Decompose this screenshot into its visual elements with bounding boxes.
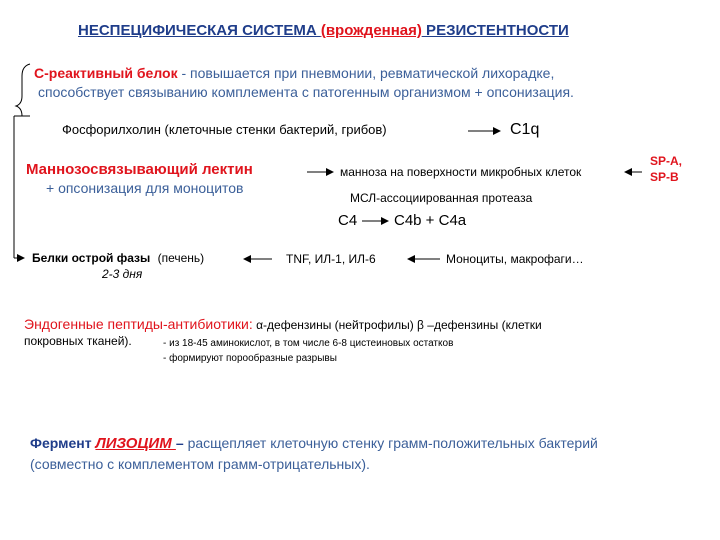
peptides-desc-1: α-дефензины (нейтрофилы) β –дефензины (клетки bbox=[252, 318, 542, 332]
peptides-line-1 bbox=[24, 316, 542, 332]
mannose-text: манноза на поверхности микробных клеток bbox=[340, 165, 582, 179]
peptides-title: Эндогенные пептиды-антибиотики: bbox=[24, 316, 253, 332]
c4-label: C4 bbox=[338, 212, 358, 229]
lysozyme-dash: – bbox=[175, 435, 188, 451]
crp-name: С-реактивный белок bbox=[34, 65, 178, 81]
lysozyme-line-1 bbox=[30, 435, 598, 452]
acute-name: Белки острой фазы bbox=[32, 251, 151, 265]
crp-desc-1: - повышается при пневмонии, ревматической лихорадке, bbox=[177, 65, 555, 81]
sp-b-label: SP-B bbox=[650, 170, 679, 184]
tnf-text: TNF, ИЛ-1, ИЛ-6 bbox=[286, 252, 376, 266]
c1q-label: C1q bbox=[510, 121, 540, 138]
mono-text: Моноциты, макрофаги… bbox=[446, 252, 584, 266]
peptides-note-1: - из 18-45 аминокислот, в том числе 6-8 цистеиновых остатков bbox=[163, 338, 454, 349]
title-part-1: НЕСПЕЦИФИЧЕСКАЯ СИСТЕМА bbox=[78, 22, 321, 39]
lysozyme-desc-1: расщепляет клеточную стенку грамм-положительных бактерий bbox=[187, 435, 598, 451]
lysozyme-name: ЛИЗОЦИМ bbox=[95, 435, 176, 452]
crp-line-1 bbox=[34, 65, 554, 81]
mbl-opson: + опсонизация для моноцитов bbox=[46, 180, 244, 196]
lysozyme-desc-2: (совместно с комплементом грамм-отрицательных). bbox=[30, 456, 370, 472]
acute-days: 2-3 дня bbox=[102, 267, 143, 281]
phospho-text: Фосфорилхолин (клеточные стенки бактерий, грибов) bbox=[62, 122, 387, 137]
lysozyme-label: Фермент bbox=[30, 435, 96, 451]
title-part-3: РЕЗИСТЕНТНОСТИ bbox=[421, 22, 569, 39]
acute-line bbox=[32, 251, 204, 265]
crp-desc-2: способствует связыванию комплемента с патогенным организмом + опсонизация. bbox=[38, 84, 574, 100]
title-part-2: (врожденная) bbox=[320, 22, 422, 39]
peptides-note-2: - формируют порообразные разрывы bbox=[163, 353, 337, 364]
masp-text: МСЛ-ассоциированная протеаза bbox=[350, 191, 533, 205]
peptides-desc-2: покровных тканей). bbox=[24, 334, 132, 348]
acute-liver: (печень) bbox=[157, 251, 205, 265]
c4b-label: C4b + C4a bbox=[394, 212, 467, 229]
mbl-name: Маннозосвязывающий лектин bbox=[26, 161, 253, 178]
sp-a-label: SP-A, bbox=[650, 154, 683, 168]
